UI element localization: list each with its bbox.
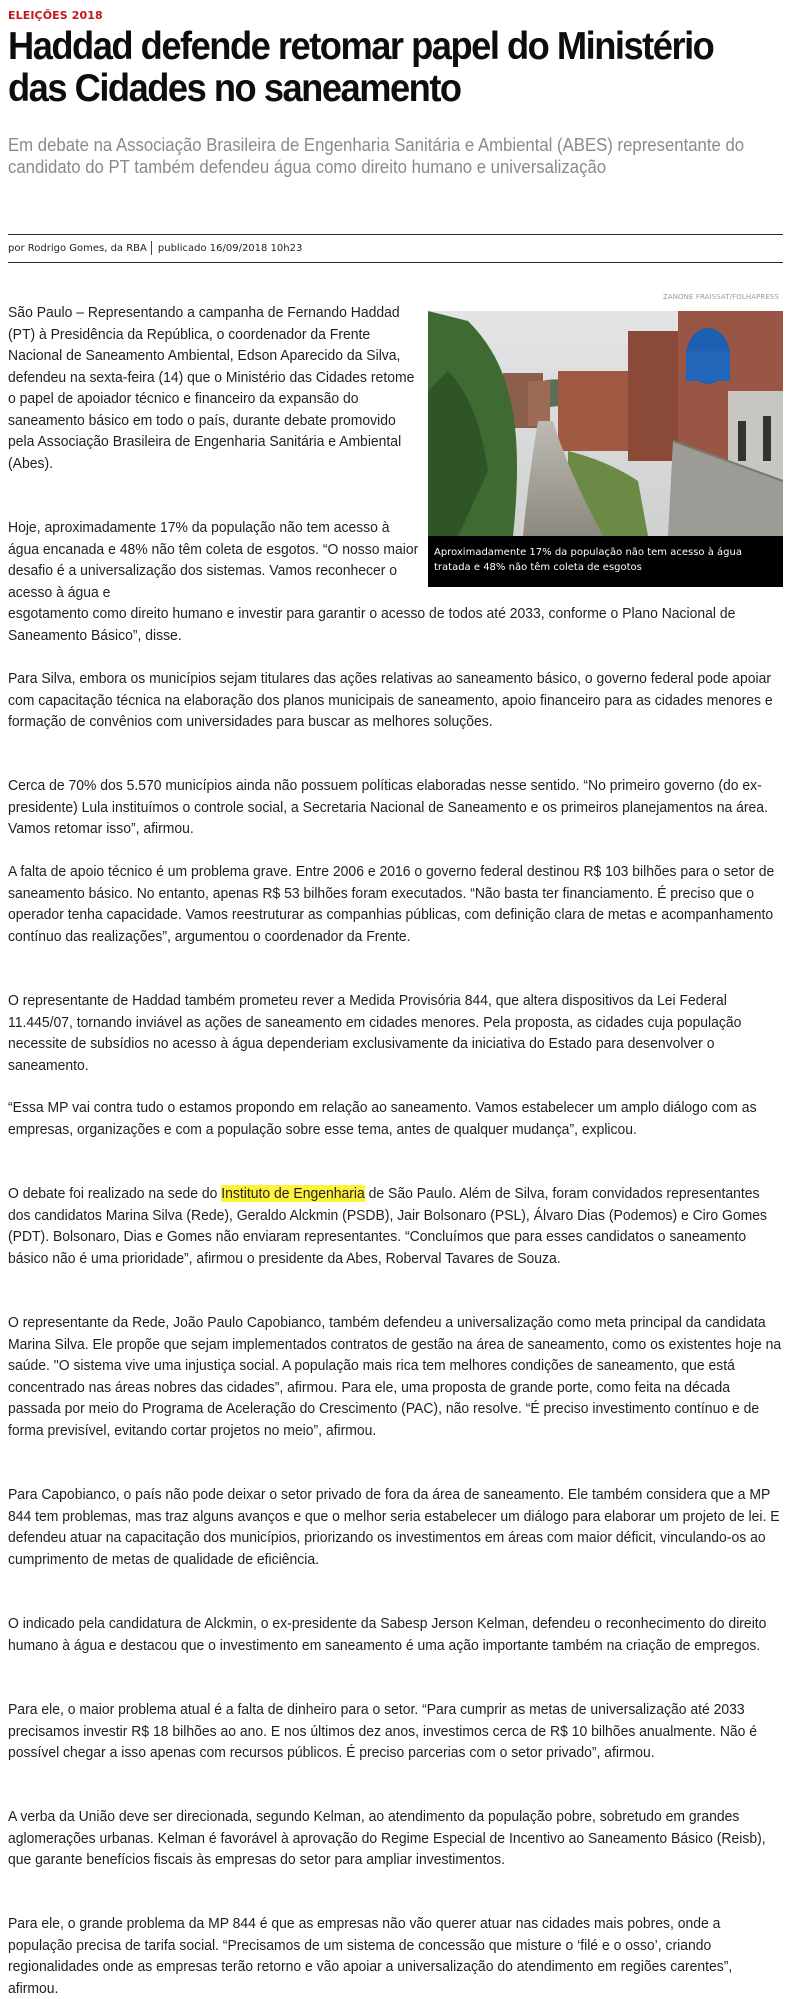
- highlighted-link-instituto-de-engenharia[interactable]: Instituto de Engenharia: [221, 1185, 365, 1202]
- section-kicker[interactable]: ELEIÇÕES 2018: [8, 9, 103, 22]
- paragraph: A verba da União deve ser direcionada, segundo Kelman, ao atendimento da população pobre, sobretudo em grandes aglomerações urbanas. Kelman é favorável à aprovação do Regime Especial de Incentivo ao Saneamento Básico (Reisb), que garante benefícios fiscais às empresas do setor para ampliar investimentos.: [8, 1808, 766, 1868]
- paragraph: O indicado pela candidatura de Alckmin, o ex-presidente da Sabesp Jerson Kelman, defendeu o reconhecimento do direito humano à água e destacou que o investimento em saneamento é uma ação importante também na criação de empregos.: [8, 1615, 767, 1654]
- photo-credit: ZANONE FRAISSAT/FOLHAPRESS: [662, 293, 779, 301]
- byline-published: publicado 16/09/2018 10h23: [157, 242, 303, 254]
- figure-caption: Aproximadamente 17% da população não tem acesso à água tratada e 48% não têm coleta de esgotos: [434, 547, 742, 573]
- byline-separator: [151, 241, 152, 255]
- divider-bottom: [8, 262, 783, 263]
- paragraph: Cerca de 70% dos 5.570 municípios ainda não possuem políticas elaboradas nesse sentido. “No primeiro governo (do ex-presidente) Lula instituímos o controle social, a Secretaria Nacional de Saneamento e os primeiros planejamentos na área. Vamos retomar isso”, afirmou.: [8, 777, 768, 837]
- paragraph: Hoje, aproximadamente 17% da população não tem acesso à água encanada e 48% não têm coleta de esgotos. “O nosso maior desafio é a universalização dos sistemas. Vamos reconhecer o acesso à água e: [8, 519, 419, 601]
- paragraph-continuation: esgotamento como direito humano e investir para garantir o acesso de todos até 2033, conforme o Plano Nacional de Saneamento Básico”, disse.: [8, 605, 736, 644]
- paragraph: [8, 1183, 782, 1269]
- paragraph: Para ele, o grande problema da MP 844 é que as empresas não vão querer atuar nas cidades mais pobres, onde a população precisa de tarifa social. “Precisamos de um sistema de concessão que misture o ‘filé e o osso’, criando regionalidades onde as empresas terão retorno e vão apoiar a universalização do atendimento em regiões carentes”, afirmou.: [8, 1915, 733, 1997]
- photo-illustration: [428, 311, 783, 536]
- paragraph: O representante de Haddad também prometeu rever a Medida Provisória 844, que altera dispositivos da Lei Federal 11.445/07, tornando inviável as ações de saneamento em cidades menores. Pela proposta, as cidades cuja população necessite de subsídios no acesso à água dependeriam exclusivamente da iniciativa do Estado para desenvolver o saneamento.: [8, 992, 742, 1074]
- article-headline: Haddad defende retomar papel do Ministério das Cidades no saneamento: [8, 25, 714, 110]
- paragraph-text: O debate foi realizado na sede do: [8, 1185, 222, 1202]
- byline: [8, 241, 302, 255]
- paragraph: Para Silva, embora os municípios sejam titulares das ações relativas ao saneamento básico, o governo federal pode apoiar com capacitação técnica na elaboração dos planos municipais de saneamento, apoio financeiro para as cidades menores e formação de convênios com universidades para buscar as melhores soluções.: [8, 670, 773, 730]
- paragraph: Para ele, o maior problema atual é a falta de dinheiro para o setor. “Para cumprir as metas de universalização até 2033 precisamos investir R$ 18 bilhões ao ano. E nos últimos dez anos, investimos cerca de R$ 10 bilhões anualmente. Não é possível chegar a isso apenas com recursos públicos. É preciso parcerias com o setor privado”, afirmou.: [8, 1701, 758, 1761]
- paragraph: “Essa MP vai contra tudo o estamos propondo em relação ao saneamento. Vamos estabelecer um amplo diálogo com as empresas, organizações e com a população sobre esse tema, antes de qualquer mudança”, explicou.: [8, 1099, 757, 1138]
- article-figure: [428, 311, 783, 587]
- article-subtitle: Em debate na Associação Brasileira de Engenharia Sanitária e Ambiental (ABES) representante do candidato do PT também defendeu água como direito humano e universalização: [8, 135, 745, 177]
- divider-top: [8, 234, 783, 235]
- paragraph: A falta de apoio técnico é um problema grave. Entre 2006 e 2016 o governo federal destinou R$ 103 bilhões para o setor de saneamento básico. No entanto, apenas R$ 53 bilhões foram executados. “Não basta ter financiamento. É preciso que o operador tenha capacidade. Vamos reestruturar as companhias públicas, com definição clara de metas e acompanhamento contínuo das realizações”, argumentou o coordenador da Frente.: [8, 863, 775, 945]
- paragraph: Para Capobianco, o país não pode deixar o setor privado de fora da área de saneamento. Ele também considera que a MP 844 tem problemas, mas traz alguns avanços e que o melhor seria estabelecer um diálogo para elaborar um projeto de lei. E defendeu atuar na capacitação dos municípios, priorizando os investimentos em áreas com maior déficit, vinculando-os ao cumprimento de metas de qualidade de eficiência.: [8, 1486, 780, 1568]
- paragraph-text: de São Paulo. Além de Silva, foram convidados representantes dos candidatos Marina Silva (Rede), Geraldo Alckmin (PSDB), Jair Bolsonaro (PSL), Álvaro Dias (Podemos) e Ciro Gomes (PDT). Bolsonaro, Dias e Gomes não enviaram representantes. “Concluímos que para esses candidatos o saneamento básico não é uma prioridade”, afirmou o presidente da Abes, Roberval Tavares de Souza.: [8, 1185, 768, 1267]
- article-photo[interactable]: [428, 311, 783, 536]
- paragraph: O representante da Rede, João Paulo Capobianco, também defendeu a universalização como meta principal da candidata Marina Silva. Ele propõe que sejam implementados contratos de gestão na área de saneamento, como os existentes hoje na saúde. "O sistema vive uma injustiça social. A população mais rica tem melhores condições de saneamento, que está concentrado nas áreas nobres das cidades”, afirmou. Para ele, uma proposta de grande porte, como feita na década passada por meio do Programa de Aceleração do Crescimento (PAC), não resolve. “É preciso investimento contínuo e de forma previsível, evitando cortar projetos no meio”, afirmou.: [8, 1314, 782, 1439]
- paragraph: São Paulo – Representando a campanha de Fernando Haddad (PT) à Presidência da República, o coordenador da Frente Nacional de Saneamento Ambiental, Edson Aparecido da Silva, defendeu na sexta-feira (14) que o Ministério das Cidades retome o papel de apoiador técnico e financeiro da expansão do saneamento básico em todo o país, durante debate promovido pela Associação Brasileira de Engenharia Sanitária e Ambiental (Abes).: [8, 304, 415, 472]
- byline-author: por Rodrigo Gomes, da RBA: [8, 242, 147, 254]
